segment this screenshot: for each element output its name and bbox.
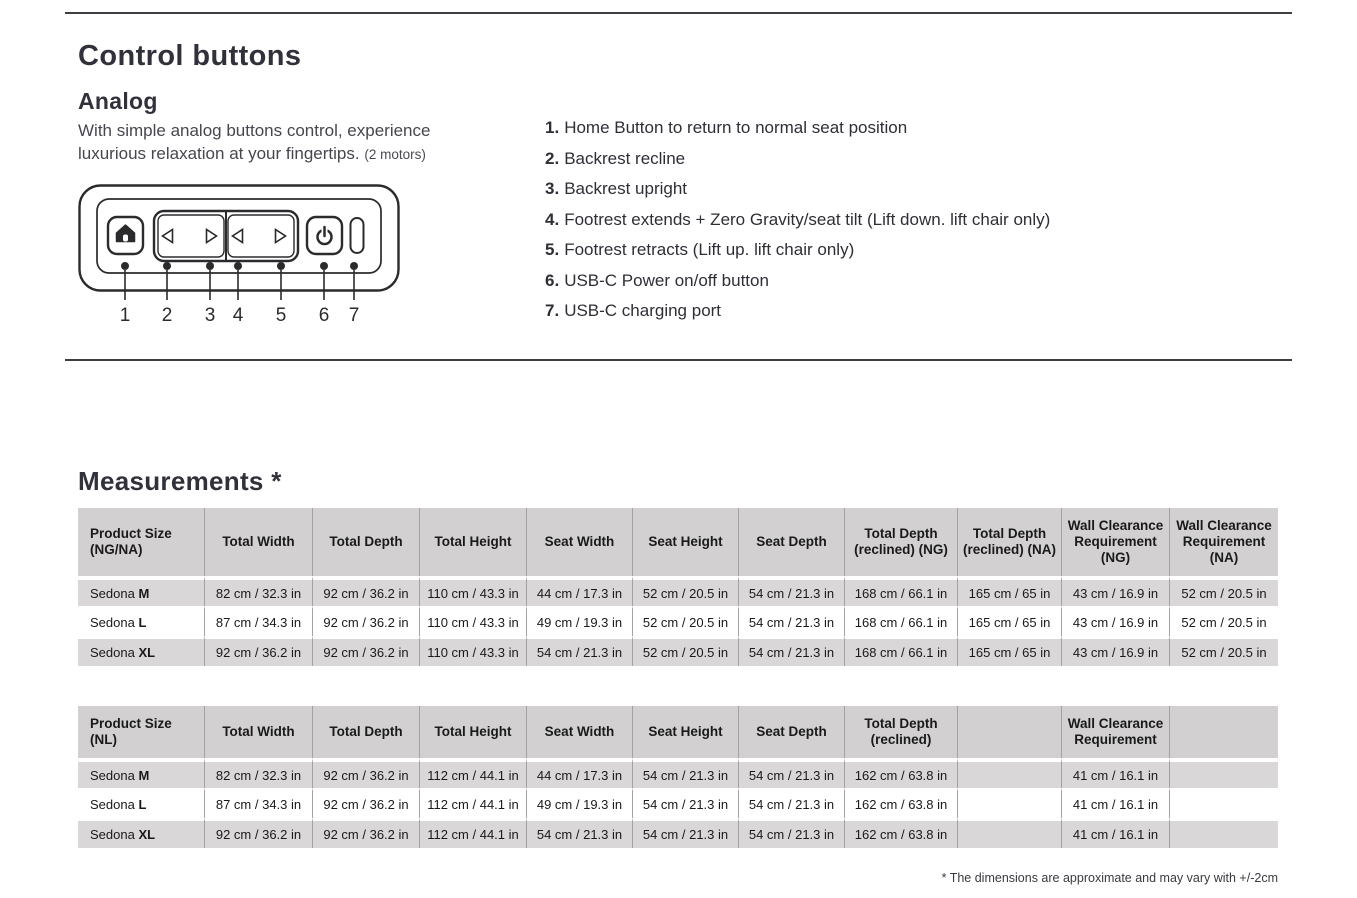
column-header: Wall Clearance Requirement [1062, 706, 1170, 758]
button-legend-list [545, 119, 1165, 333]
legend-number: 6. [545, 270, 560, 290]
control-panel-diagram [78, 183, 400, 332]
cell: 49 cm / 19.3 in [527, 788, 633, 818]
cell: 168 cm / 66.1 in [845, 606, 958, 636]
cell [958, 758, 1062, 788]
column-header: Total Width [205, 508, 313, 576]
cell: 92 cm / 36.2 in [313, 818, 420, 848]
legend-item-5 [545, 241, 1165, 258]
cell: 87 cm / 34.3 in [205, 606, 313, 636]
table-row [78, 788, 1278, 818]
legend-number: 3. [545, 179, 560, 198]
column-header: Wall Clearance Requirement (NA) [1170, 508, 1278, 576]
column-header: Seat Height [633, 508, 739, 576]
cell [1170, 788, 1278, 818]
cell: 44 cm / 17.3 in [527, 576, 633, 606]
indicator-dot-7 [350, 262, 358, 270]
cell: 52 cm / 20.5 in [1170, 576, 1278, 606]
cell: 43 cm / 16.9 in [1062, 606, 1170, 636]
cell: 112 cm / 44.1 in [420, 788, 527, 818]
cell: 112 cm / 44.1 in [420, 818, 527, 848]
legend-item-3 [545, 180, 1165, 197]
cell: 52 cm / 20.5 in [633, 576, 739, 606]
cell: 54 cm / 21.3 in [633, 788, 739, 818]
table-row [78, 818, 1278, 848]
legend-number: 7. [545, 301, 560, 320]
callout-number-1: 1 [119, 305, 131, 326]
cell: 168 cm / 66.1 in [845, 636, 958, 666]
cell [958, 818, 1062, 848]
analog-description-note: (2 motors) [364, 147, 426, 162]
legend-text: Footrest extends + Zero Gravity/seat tilt (Lift down. lift chair only) [564, 209, 1051, 229]
cell: 52 cm / 20.5 in [1170, 606, 1278, 636]
measurements-table-ng-na [78, 508, 1278, 666]
cell: 165 cm / 65 in [958, 606, 1062, 636]
legend-item-1 [545, 119, 1165, 136]
cell: 54 cm / 21.3 in [527, 818, 633, 848]
left-arrow-icon [233, 230, 243, 243]
dimensions-footnote: * The dimensions are approximate and may vary with +/-2cm [941, 871, 1278, 885]
cell: 92 cm / 36.2 in [313, 636, 420, 666]
legend-item-6 [545, 272, 1165, 289]
legend-item-7 [545, 302, 1165, 319]
legend-text: USB-C charging port [564, 301, 722, 320]
cell: 162 cm / 63.8 in [845, 758, 958, 788]
column-header: Seat Depth [739, 706, 845, 758]
cell: 165 cm / 65 in [958, 636, 1062, 666]
cell: 54 cm / 21.3 in [739, 788, 845, 818]
right-arrow-icon [276, 230, 286, 243]
cell: 92 cm / 36.2 in [205, 818, 313, 848]
right-arrow-icon [207, 230, 217, 243]
cell: 110 cm / 43.3 in [420, 636, 527, 666]
cell: 41 cm / 16.1 in [1062, 818, 1170, 848]
column-header: Seat Width [527, 508, 633, 576]
cell: 41 cm / 16.1 in [1062, 788, 1170, 818]
cell: 54 cm / 21.3 in [739, 636, 845, 666]
legend-text: Home Button to return to normal seat position [564, 118, 908, 137]
table-row [78, 606, 1278, 636]
column-header: Total Height [420, 706, 527, 758]
cell: 43 cm / 16.9 in [1062, 576, 1170, 606]
usb-c-port [351, 218, 364, 253]
table-row [78, 576, 1278, 606]
cell: 52 cm / 20.5 in [1170, 636, 1278, 666]
legend-text: Footrest retracts (Lift up. lift chair only) [564, 240, 855, 259]
cell: 54 cm / 21.3 in [739, 606, 845, 636]
cell: 92 cm / 36.2 in [313, 758, 420, 788]
indicator-dot-5 [277, 262, 285, 270]
indicator-dot-4 [234, 262, 242, 270]
measurements-title: Measurements * [78, 466, 282, 496]
cell [1170, 758, 1278, 788]
cell: 41 cm / 16.1 in [1062, 758, 1170, 788]
section-divider [65, 359, 1292, 361]
callout-number-2: 2 [161, 305, 173, 326]
cell: 87 cm / 34.3 in [205, 788, 313, 818]
column-header: Total Depth [313, 706, 420, 758]
cell: 162 cm / 63.8 in [845, 818, 958, 848]
product-size-cell: Sedona L [78, 788, 205, 818]
column-header: Total Height [420, 508, 527, 576]
analog-description-text: With simple analog buttons control, experience luxurious relaxation at your fingertips. [78, 121, 431, 163]
column-header: Product Size (NG/NA) [78, 508, 205, 576]
column-header: Total Depth (reclined) (NG) [845, 508, 958, 576]
cell: 112 cm / 44.1 in [420, 758, 527, 788]
analog-description [78, 119, 468, 166]
legend-item-2 [545, 150, 1165, 167]
callout-number-3: 3 [204, 305, 216, 326]
column-header: Total Width [205, 706, 313, 758]
cell: 92 cm / 36.2 in [313, 606, 420, 636]
indicator-dot-1 [121, 262, 129, 270]
cell: 54 cm / 21.3 in [633, 818, 739, 848]
legend-text: USB-C Power on/off button [564, 270, 769, 290]
product-size-cell: Sedona L [78, 606, 205, 636]
product-size-cell: Sedona XL [78, 818, 205, 848]
cell: 92 cm / 36.2 in [313, 576, 420, 606]
legend-number: 4. [545, 209, 560, 229]
column-header [958, 706, 1062, 758]
legend-number: 1. [545, 118, 560, 137]
section-title-analog: Analog [78, 88, 158, 114]
cell: 162 cm / 63.8 in [845, 788, 958, 818]
cell: 44 cm / 17.3 in [527, 758, 633, 788]
column-header: Total Depth [313, 508, 420, 576]
column-header: Product Size (NL) [78, 706, 205, 758]
product-size-cell: Sedona XL [78, 636, 205, 666]
table-header-row [78, 706, 1278, 758]
cell: 43 cm / 16.9 in [1062, 636, 1170, 666]
cell: 82 cm / 32.3 in [205, 758, 313, 788]
callout-number-4: 4 [232, 305, 244, 326]
cell: 52 cm / 20.5 in [633, 636, 739, 666]
legend-item-4 [545, 211, 1165, 228]
table-header-row [78, 508, 1278, 576]
product-size-cell: Sedona M [78, 758, 205, 788]
cell [958, 788, 1062, 818]
callout-number-6: 6 [318, 305, 330, 326]
home-icon-door [123, 235, 128, 242]
measurements-table-nl [78, 706, 1278, 848]
column-header: Wall Clearance Requirement (NG) [1062, 508, 1170, 576]
cell: 82 cm / 32.3 in [205, 576, 313, 606]
cell: 110 cm / 43.3 in [420, 606, 527, 636]
legend-number: 2. [545, 148, 560, 168]
cell: 52 cm / 20.5 in [633, 606, 739, 636]
callout-number-7: 7 [348, 305, 360, 326]
cell: 54 cm / 21.3 in [633, 758, 739, 788]
cell: 54 cm / 21.3 in [527, 636, 633, 666]
table-row [78, 758, 1278, 788]
cell: 92 cm / 36.2 in [205, 636, 313, 666]
left-arrow-icon [163, 230, 173, 243]
top-divider [65, 12, 1292, 14]
cell: 49 cm / 19.3 in [527, 606, 633, 636]
indicator-dot-3 [206, 262, 214, 270]
indicator-dot-2 [163, 262, 171, 270]
cell: 54 cm / 21.3 in [739, 576, 845, 606]
table-row [78, 636, 1278, 666]
cell: 168 cm / 66.1 in [845, 576, 958, 606]
cell: 54 cm / 21.3 in [739, 758, 845, 788]
product-size-cell: Sedona M [78, 576, 205, 606]
cell: 54 cm / 21.3 in [739, 818, 845, 848]
column-header: Total Depth (reclined) [845, 706, 958, 758]
legend-number: 5. [545, 240, 560, 259]
legend-text: Backrest recline [564, 148, 686, 168]
cell: 110 cm / 43.3 in [420, 576, 527, 606]
cell [1170, 818, 1278, 848]
column-header: Seat Width [527, 706, 633, 758]
column-header: Seat Height [633, 706, 739, 758]
cell: 92 cm / 36.2 in [313, 788, 420, 818]
column-header: Total Depth (reclined) (NA) [958, 508, 1062, 576]
cell: 165 cm / 65 in [958, 576, 1062, 606]
indicator-dot-6 [320, 262, 328, 270]
callout-number-5: 5 [275, 305, 287, 326]
column-header: Seat Depth [739, 508, 845, 576]
page-title: Control buttons [78, 40, 302, 72]
column-header [1170, 706, 1278, 758]
legend-text: Backrest upright [564, 179, 688, 198]
